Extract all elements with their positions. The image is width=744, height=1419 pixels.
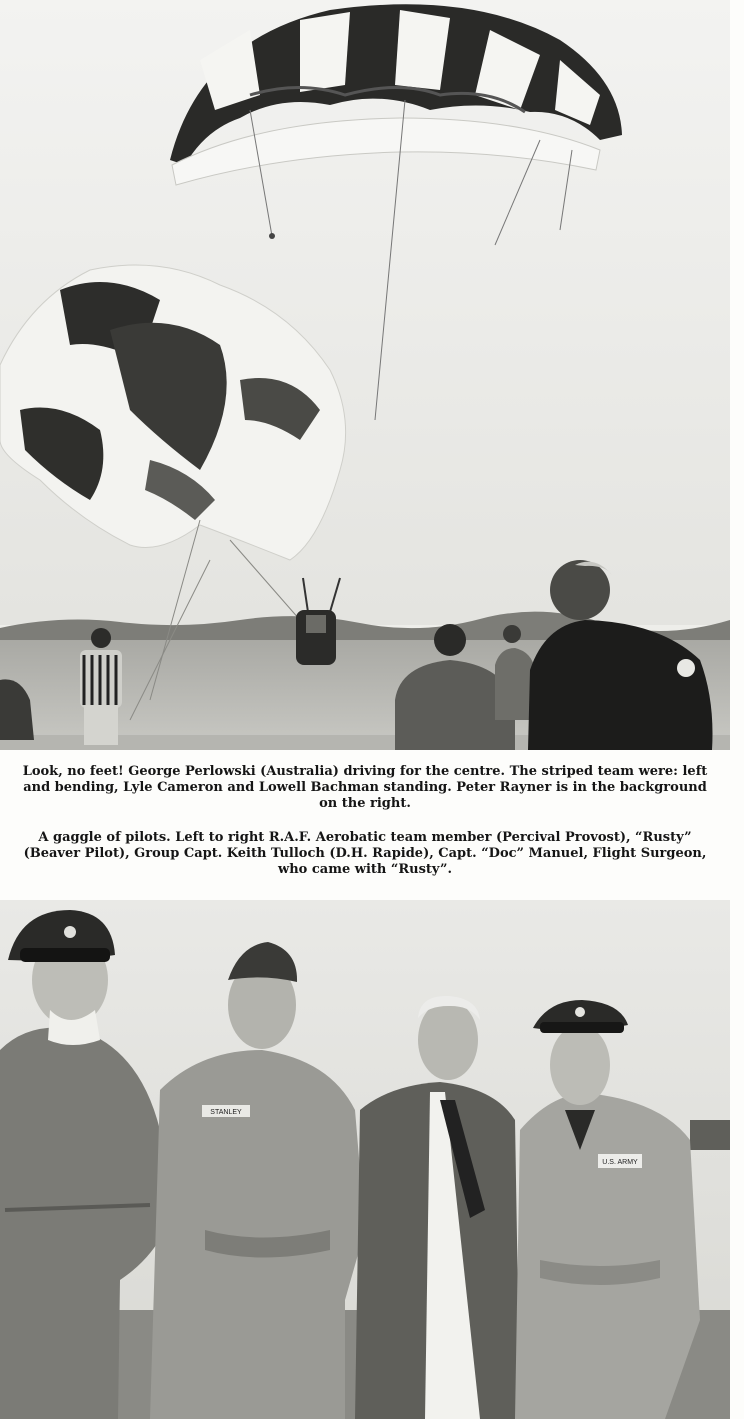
pilots-group-photo	[0, 900, 730, 1419]
flight-jacket-name-tag: STANLEY	[210, 1109, 242, 1116]
pilots-photo-caption: A gaggle of pilots. Left to right R.A.F. Aerobatic team member (Percival Provost), “Rusty” (Beaver Pilot), Group Capt. Keith Tulloch (D.H. Rapide), Capt. “Doc” Manuel, Flight Surgeon, who came with “Rusty”.	[23, 830, 707, 877]
pilots-group-illustration	[0, 900, 730, 1419]
parachute-photo-caption: Look, no feet! George Perlowski (Australia) driving for the centre. The striped team were: left and bending, Lyle Cameron and Lowell Bachman standing. Peter Rayner is in the background on the right.	[22, 764, 708, 811]
jacket-arm-tag: U.S. ARMY	[602, 1159, 638, 1166]
